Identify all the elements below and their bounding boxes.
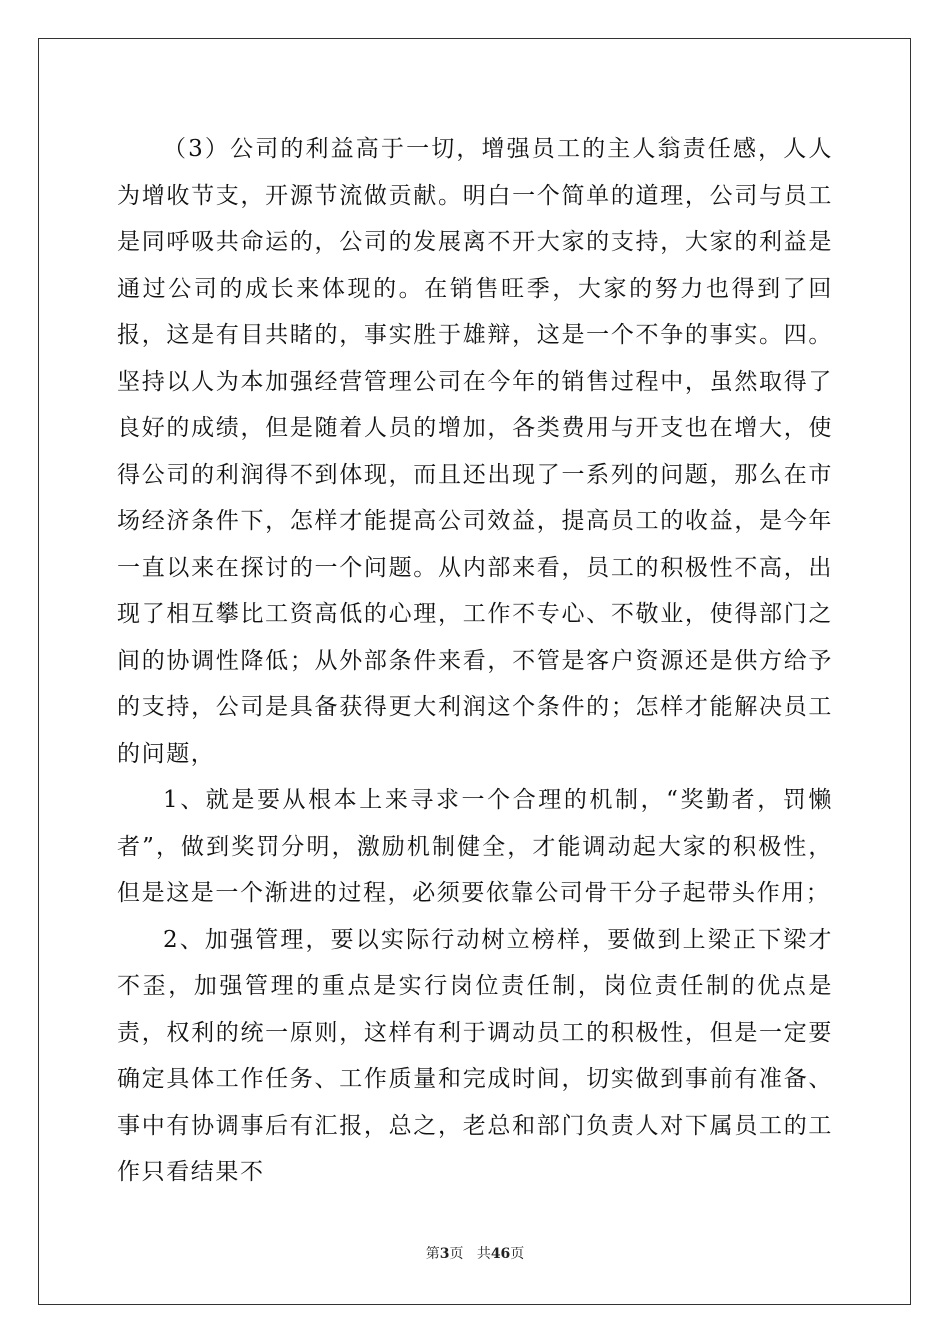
footer-total-pages: 46 [490, 1246, 511, 1262]
paragraph-2: 1、就是要从根本上来寻求一个合理的机制，“奖勤者，罚懒者”，做到奖罚分明，激励机制健全，才能调动起大家的积极性，但是这是一个渐进的过程，必须要依靠公司骨干分子起带头作用； [117, 787, 833, 906]
footer-total-prefix: 共 [476, 1246, 491, 1262]
footer-total-suffix: 页 [510, 1246, 525, 1262]
footer-page-number: 3 [439, 1246, 450, 1262]
footer-page-prefix: 第 [425, 1246, 440, 1262]
footer-page-suffix: 页 [449, 1246, 464, 1262]
page-footer [0, 1243, 950, 1263]
paragraph-3: 2、加强管理，要以实际行动树立榜样，要做到上梁正下梁才不歪，加强管理的重点是实行岗位责任制，岗位责任制的优点是责，权利的统一原则，这样有利于调动员工的积极性，但是一定要确定具体工作任务、工作质量和完成时间，切实做到事前有准备、事中有协调事后有汇报，总之，老总和部门负责人对下属员工的工作只看结果不 [117, 926, 833, 1185]
paragraph-1: （3）公司的利益高于一切，增强员工的主人翁责任感，人人为增收节支，开源节流做贡献。明白一个简单的道理，公司与员工是同呼吸共命运的，公司的发展离不开大家的支持，大家的利益是通过公司的成长来体现的。在销售旺季，大家的努力也得到了回报，这是有目共睹的，事实胜于雄辩，这是一个不争的事实。四。坚持以人为本加强经营管理公司在今年的销售过程中，虽然取得了良好的成绩，但是随着人员的增加，各类费用与开支也在增大，使得公司的利润得不到体现，而且还出现了一系列的问题，那么在市场经济条件下，怎样才能提高公司效益，提高员工的收益，是今年一直以来在探讨的一个问题。从内部来看，员工的积极性不高，出现了相互攀比工资高低的心理，工作不专心、不敬业，使得部门之间的协调性降低；从外部条件来看，不管是客户资源还是供方给予的支持，公司是具备获得更大利润这个条件的；怎样才能解决员工的问题， [117, 136, 833, 767]
document-body [117, 126, 833, 1196]
